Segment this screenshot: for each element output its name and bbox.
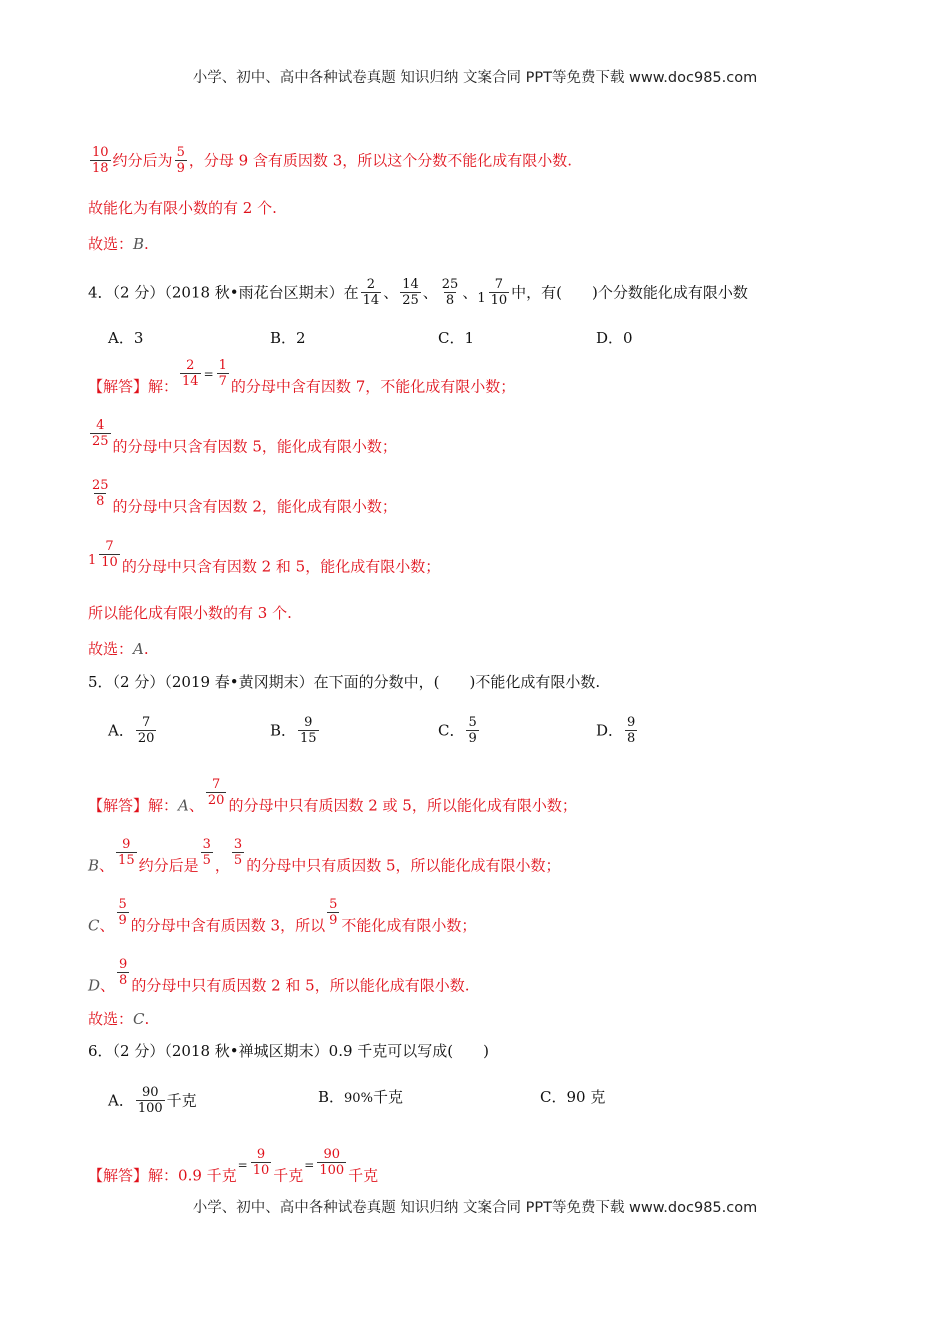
q6-solution: 【解答】解：0.9 千克= $\frac{9}{10}$ 千克= $\frac{90}{100}$ 千克 — [88, 1147, 379, 1185]
q5-answer: 故选：C. — [88, 1010, 150, 1028]
q4-solution-line4: 1 $\frac{7}{10}$ 的分母中只含有因数 2 和 5，能化成有限小数； — [88, 539, 441, 576]
fraction: $\frac{5}{9}$ — [176, 145, 185, 176]
q4-answer: 故选：A. — [88, 640, 149, 658]
fraction: $\frac{90}{100}$ — [319, 1147, 345, 1178]
mixed-number: 1 $\frac{7}{10}$ — [88, 539, 118, 570]
q4-solution-line5: 所以能化成有限小数的有 3 个. — [88, 604, 292, 622]
fraction: $\frac{2}{14}$ — [362, 277, 380, 308]
q3-solution-line1: $\frac{10}{18}$ 约分后为 $\frac{5}{9}$ ，分母 9 含有质因数 3，所以这个分数不能化成有限小数. — [92, 145, 573, 176]
fraction: $\frac{5}{9}$ — [329, 897, 338, 928]
q5-stem: 5．（2 分）（2019 春•黄冈期末）在下面的分数中，( )不能化成有限小数. — [88, 673, 601, 691]
fraction: $\frac{2}{14}$ — [182, 358, 199, 389]
q4-option-b: B．2 — [270, 329, 306, 347]
q3-answer: 故选：B. — [88, 235, 149, 253]
q4-option-c: C．1 — [438, 329, 475, 347]
q4-option-d: D．0 — [596, 329, 633, 347]
q4-stem: 4．（2 分）（2018 秋•雨花台区期末）在 $\frac{2}{14}$ 、 $\frac{14}{25}$ 、 $\frac{25}{8}$ 、 1 $\frac{7}{10}$ 中，有( )个分数能化成有限小数 — [88, 277, 748, 308]
q6-stem: 6．（2 分）（2018 秋•禅城区期末）0.9 千克可以写成( ) — [88, 1042, 489, 1060]
q5-solution-d: D、 $\frac{9}{8}$ 的分母中只有质因数 2 和 5，所以能化成有限小数. — [88, 957, 470, 995]
fraction: $\frac{9}{15}$ — [118, 837, 135, 868]
q5-option-d: D． $\frac{9}{8}$ — [596, 715, 636, 746]
q4-solution-line2: $\frac{4}{25}$ 的分母中只含有因数 5，能化成有限小数； — [92, 418, 397, 456]
q6-option-a: A． $\frac{90}{100}$ 千克 — [108, 1085, 197, 1116]
fraction: $\frac{3}{5}$ — [233, 837, 243, 868]
fraction: $\frac{9}{8}$ — [119, 957, 128, 988]
fraction: $\frac{25}{8}$ — [92, 478, 109, 509]
fraction: $\frac{3}{5}$ — [202, 837, 211, 868]
fraction: $\frac{7}{20}$ — [207, 777, 225, 808]
fraction: $\frac{9}{10}$ — [252, 1147, 270, 1178]
q3-solution-line2: 故能化为有限小数的有 2 个. — [88, 199, 277, 217]
q5-option-b: B． $\frac{9}{15}$ — [270, 715, 317, 746]
q5-solution-b: B、 $\frac{9}{15}$ 约分后是 $\frac{3}{5}$ ， $\frac{3}{5}$ 的分母中只有质因数 5，所以能化成有限小数； — [88, 837, 561, 875]
q4-solution-line3: $\frac{25}{8}$ 的分母中只含有因数 2，能化成有限小数； — [92, 478, 397, 516]
q5-option-a: A． $\frac{7}{20}$ — [108, 715, 155, 746]
q4-solution-line1: 【解答】解： $\frac{2}{14}$ = $\frac{1}{7}$ 的分母中含有因数 7，不能化成有限小数； — [88, 358, 516, 396]
fraction: $\frac{10}{18}$ — [92, 145, 109, 176]
fraction: $\frac{14}{25}$ — [402, 277, 419, 308]
q5-solution-a: 【解答】解：A、 $\frac{7}{20}$ 的分母中只有质因数 2 或 5，所以能化成有限小数； — [88, 777, 577, 815]
fraction: $\frac{5}{9}$ — [118, 897, 127, 928]
q6-option-b: B．90%千克 — [318, 1088, 403, 1106]
page-header: 小学、初中、高中各种试卷真题 知识归纳 文案合同 PPT等免费下载 www.doc985.com — [192, 70, 758, 86]
fraction: $\frac{1}{7}$ — [218, 358, 227, 389]
q5-solution-c: C、 $\frac{5}{9}$ 的分母中含有质因数 3，所以 $\frac{5}{9}$ 不能化成有限小数； — [88, 897, 477, 935]
fraction: $\frac{25}{8}$ — [441, 277, 459, 308]
q6-option-c: C．90 克 — [540, 1088, 606, 1106]
fraction: $\frac{4}{25}$ — [92, 418, 109, 449]
q4-option-a: A．3 — [108, 329, 144, 347]
q5-option-c: C． $\frac{5}{9}$ — [438, 715, 477, 746]
page-footer: 小学、初中、高中各种试卷真题 知识归纳 文案合同 PPT等免费下载 www.doc985.com — [192, 1200, 758, 1216]
mixed-number: 1 $\frac{7}{10}$ — [477, 277, 508, 308]
